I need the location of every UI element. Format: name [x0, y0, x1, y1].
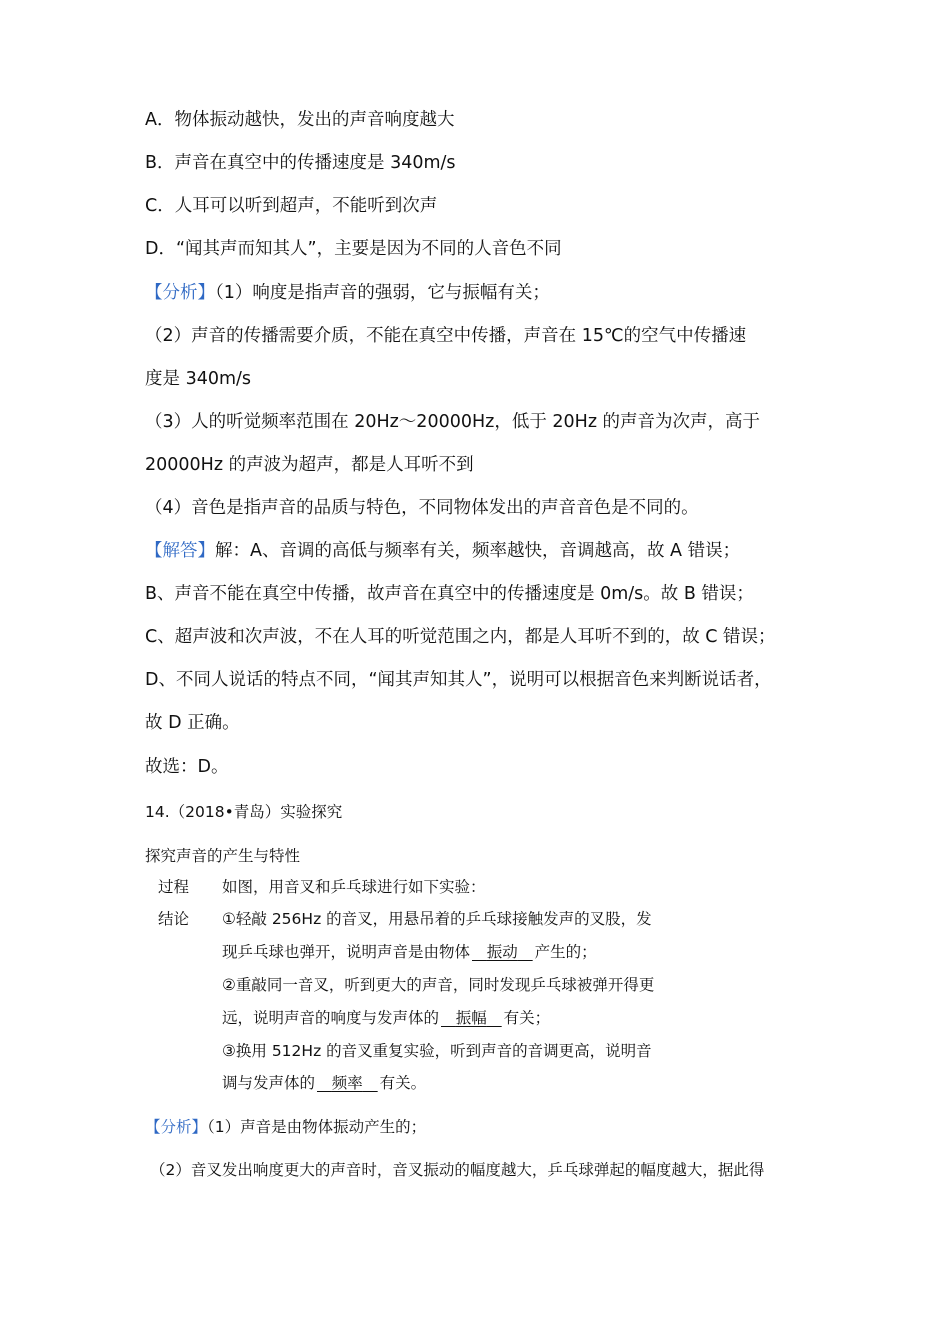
- conclusion-3b-text: 调与发声体的: [222, 1074, 316, 1092]
- answer-blank-amplitude: 振幅: [455, 1009, 487, 1027]
- analysis-paragraph-3a: （3）人的听觉频率范围在 20Hz～20000Hz，低于 20Hz 的声音为次声，高于: [145, 412, 761, 432]
- answer-paragraph-2: B、声音不能在真空中传播，故声音在真空中的传播速度是 0m/s。故 B 错误；: [145, 584, 754, 604]
- answer-tag: 【解答】: [145, 541, 215, 561]
- answer-paragraph-1: [145, 539, 740, 563]
- analysis-paragraph-4: （4）音色是指声音的品质与特色，不同物体发出的声音音色是不同的。: [145, 498, 699, 518]
- conclusion-1b-end: 产生的；: [534, 943, 597, 961]
- analysis-tag: 【分析】: [145, 283, 215, 303]
- option-d: D．“闻其声而知其人”，主要是因为不同的人音色不同: [145, 239, 562, 259]
- answer-text: 解：A、音调的高低与频率有关，频率越快，音调越高，故 A 错误；: [215, 541, 741, 561]
- analysis-paragraph-3b: 20000Hz 的声波为超声，都是人耳听不到: [145, 455, 474, 475]
- process-text: 如图，用音叉和乒乓球进行如下实验：: [222, 878, 486, 896]
- analysis-paragraph-2a: （2）声音的传播需要介质，不能在真空中传播，声音在 15℃的空气中传播速: [145, 326, 747, 346]
- answer-paragraph-4b: 故 D 正确。: [145, 713, 240, 733]
- process-label: 过程: [158, 878, 190, 896]
- question-14-subheading: 探究声音的产生与特性: [145, 847, 301, 865]
- conclusion-2a: ②重敲同一音叉，听到更大的声音，同时发现乒乓球被弹开得更: [222, 976, 655, 994]
- conclusion-3b-end: 有关。: [379, 1074, 427, 1092]
- conclusion-label: 结论: [158, 910, 190, 928]
- analysis2-paragraph-2: （2）音叉发出响度更大的声音时，音叉振动的幅度越大，乒乓球弹起的幅度越大，据此得: [150, 1161, 765, 1179]
- conclusion-2b-text: 远，说明声音的响度与发声体的: [222, 1009, 440, 1027]
- analysis2-tag: 【分析】: [145, 1118, 208, 1136]
- analysis-text: （1）响度是指声音的强弱，它与振幅有关；: [215, 283, 550, 303]
- analysis2-paragraph-1: [145, 1115, 426, 1139]
- conclusion-1b: [222, 941, 597, 963]
- conclusion-3b: [222, 1072, 426, 1094]
- answer-paragraph-4a: D、不同人说话的特点不同，“闻其声知其人”，说明可以根据音色来判断说话者，: [145, 670, 772, 690]
- conclusion-1b-text: 现乒乓球也弹开，说明声音是由物体: [222, 943, 471, 961]
- answer-blank-frequency: 频率: [331, 1074, 363, 1092]
- option-b: B．声音在真空中的传播速度是 340m/s: [145, 153, 456, 173]
- conclusion-3a: ③换用 512Hz 的音叉重复实验，听到声音的音调更高，说明音: [222, 1042, 652, 1060]
- analysis-paragraph-2b: 度是 340m/s: [145, 369, 252, 389]
- conclusion-1a: ①轻敲 256Hz 的音叉，用悬吊着的乒乓球接触发声的叉股，发: [222, 910, 652, 928]
- conclusion-2b-end: 有关；: [503, 1009, 551, 1027]
- option-c: C．人耳可以听到超声，不能听到次声: [145, 196, 438, 216]
- option-a: A．物体振动越快，发出的声音响度越大: [145, 110, 455, 130]
- answer-blank-vibration: 振动: [486, 943, 518, 961]
- conclusion-2b: [222, 1007, 550, 1029]
- analysis-paragraph-1: [145, 281, 550, 305]
- question-14-heading: 14.（2018•青岛）实验探究: [145, 803, 343, 821]
- answer-paragraph-3: C、超声波和次声波，不在人耳的听觉范围之内，都是人耳听不到的，故 C 错误；: [145, 627, 776, 647]
- analysis2-text: （1）声音是由物体振动产生的；: [207, 1118, 427, 1136]
- answer-choice: 故选：D。: [145, 757, 229, 777]
